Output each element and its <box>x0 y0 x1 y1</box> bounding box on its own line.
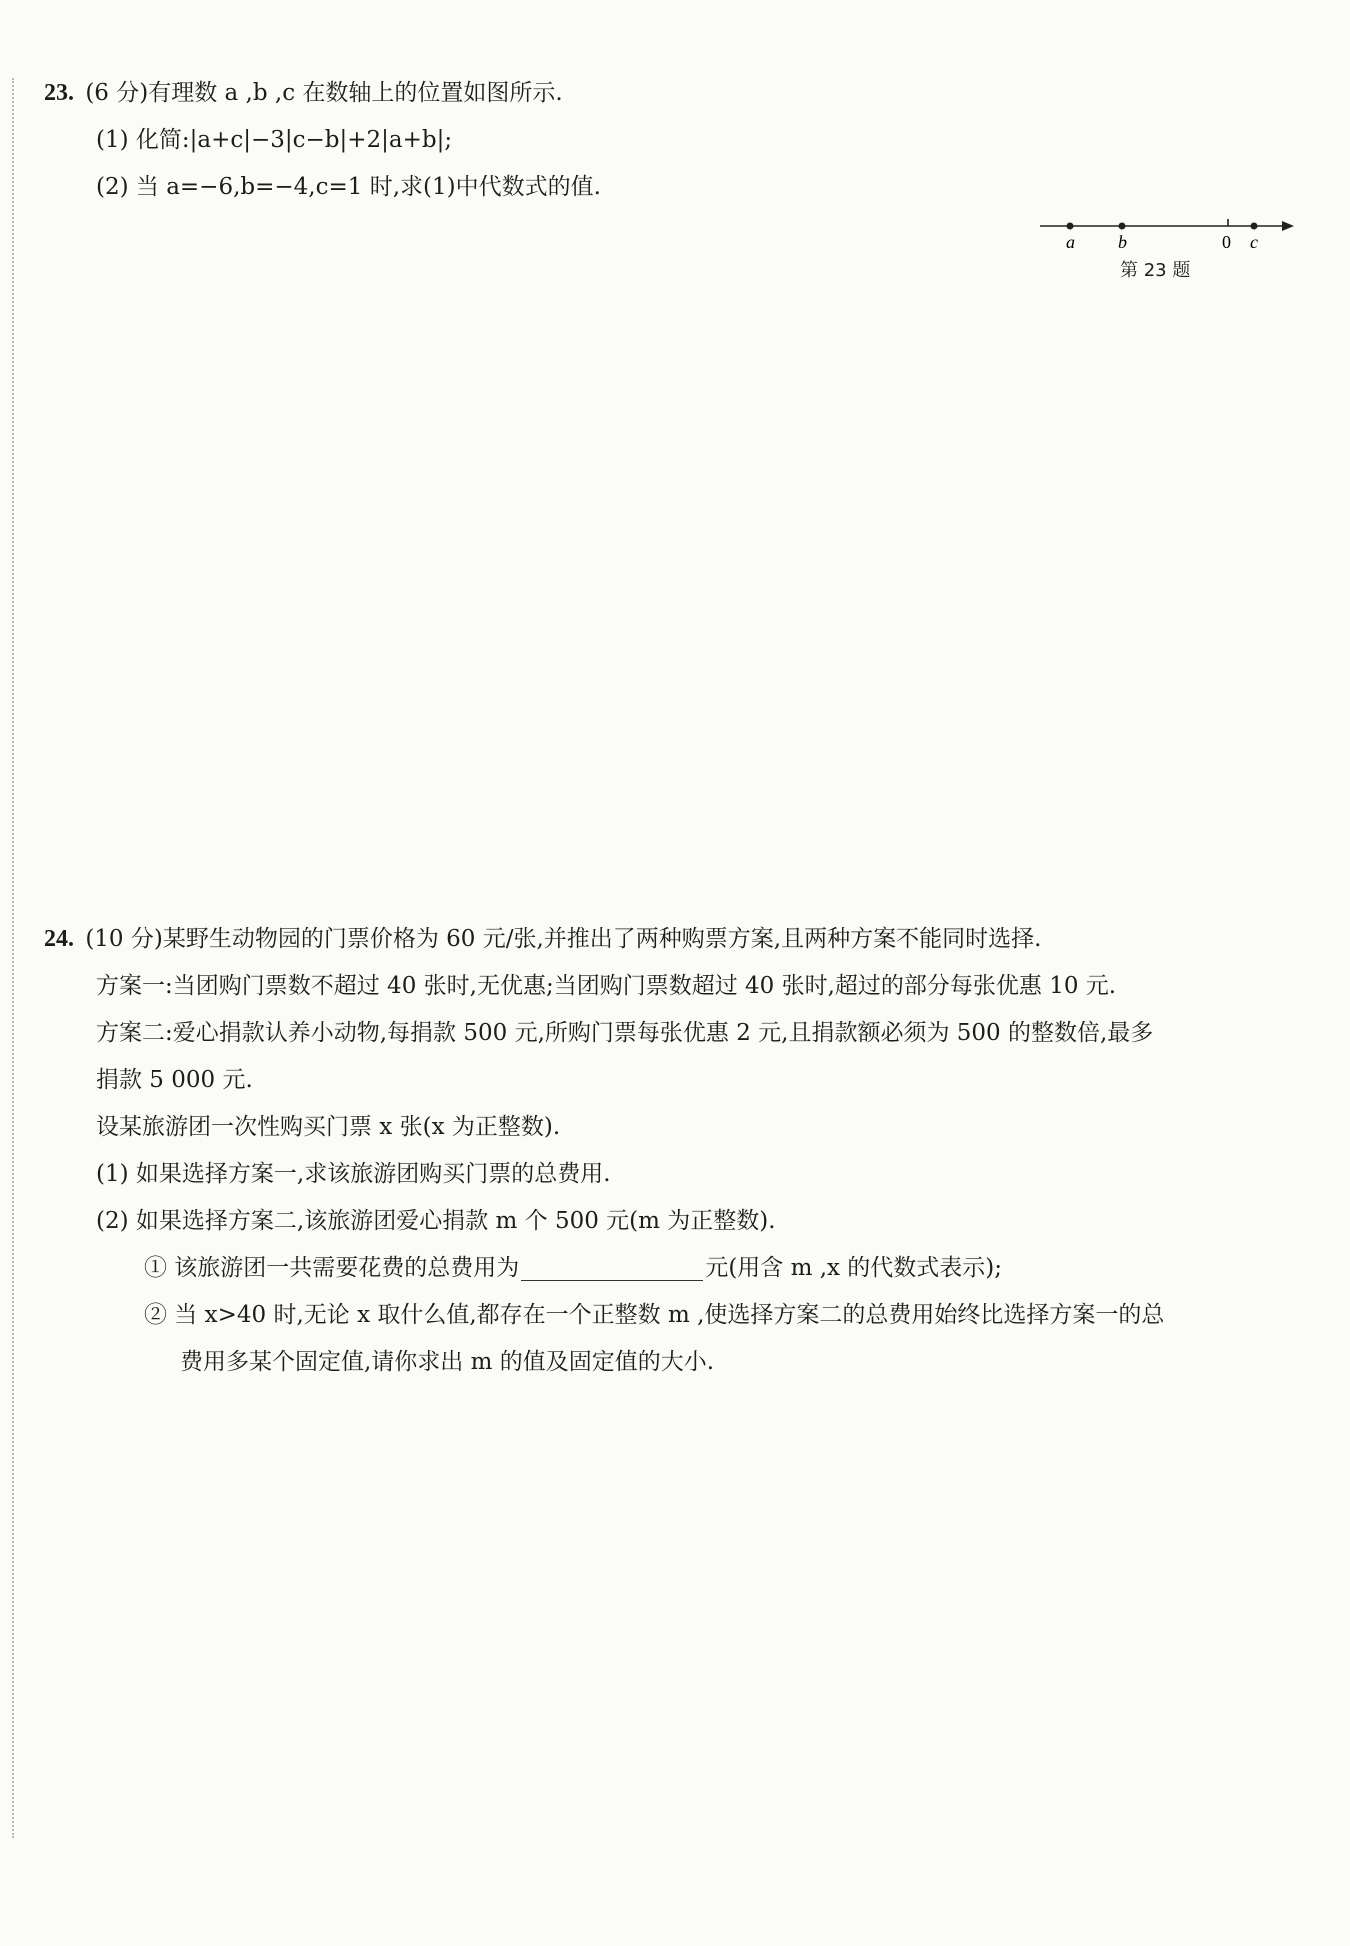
binding-margin-line <box>12 78 14 1838</box>
q24-part1: (1) 如果选择方案一,求该旅游团购买门票的总费用. <box>96 1161 611 1187</box>
q24-stem-line <box>44 916 1304 963</box>
number-line <box>1030 206 1300 256</box>
label-zero: 0 <box>1222 232 1231 252</box>
point-c <box>1251 223 1258 230</box>
q24-part2: (2) 如果选择方案二,该旅游团爱心捐款 m 个 500 元(m 为正整数). <box>96 1208 776 1234</box>
q24-plan2-line2: 捐款 5 000 元. <box>96 1067 253 1093</box>
q24-plan2-line1: 方案二:爱心捐款认养小动物,每捐款 500 元,所购门票每张优惠 2 元,且捐款额必须为 500 的整数倍,最多 <box>96 1020 1154 1046</box>
q24-sub1 <box>44 1245 1304 1292</box>
q24-sub1-before: ① 该旅游团一共需要花费的总费用为 <box>144 1255 520 1281</box>
label-c: c <box>1250 232 1258 252</box>
answer-blank[interactable] <box>521 1252 703 1281</box>
axis-arrow <box>1282 221 1294 231</box>
q24-setup: 设某旅游团一次性购买门票 x 张(x 为正整数). <box>96 1114 561 1140</box>
question-24 <box>44 916 1304 1386</box>
q24-number: 24. <box>44 926 74 952</box>
q24-score: (10 分) <box>85 926 163 952</box>
q24-stem: 某野生动物园的门票价格为 60 元/张,并推出了两种购票方案,且两种方案不能同时选择. <box>162 926 1042 952</box>
q23-number: 23. <box>44 80 74 106</box>
q23-number-line-figure <box>1030 206 1300 286</box>
q23-score: (6 分) <box>85 80 149 106</box>
q23-stem: 有理数 a ,b ,c 在数轴上的位置如图所示. <box>148 80 563 106</box>
q24-sub2-line1: ② 当 x>40 时,无论 x 取什么值,都存在一个正整数 m ,使选择方案二的总费用始终比选择方案一的总 <box>144 1302 1165 1328</box>
point-a <box>1067 223 1074 230</box>
label-b: b <box>1118 232 1127 252</box>
q23-figure-caption: 第 23 题 <box>1120 260 1191 281</box>
point-b <box>1119 223 1126 230</box>
label-a: a <box>1066 232 1075 252</box>
q24-plan1: 方案一:当团购门票数不超过 40 张时,无优惠;当团购门票数超过 40 张时,超过的部分每张优惠 10 元. <box>96 973 1117 999</box>
q23-part2: (2) 当 a=−6,b=−4,c=1 时,求(1)中代数式的值. <box>96 174 601 200</box>
q23-part1: (1) 化简:|a+c|−3|c−b|+2|a+b|; <box>96 127 453 153</box>
q23-stem-line <box>44 70 1304 117</box>
question-23 <box>44 70 1304 211</box>
q24-sub1-after: 元(用含 m ,x 的代数式表示); <box>705 1255 1003 1281</box>
q24-sub2-line2: 费用多某个固定值,请你求出 m 的值及固定值的大小. <box>180 1349 715 1375</box>
